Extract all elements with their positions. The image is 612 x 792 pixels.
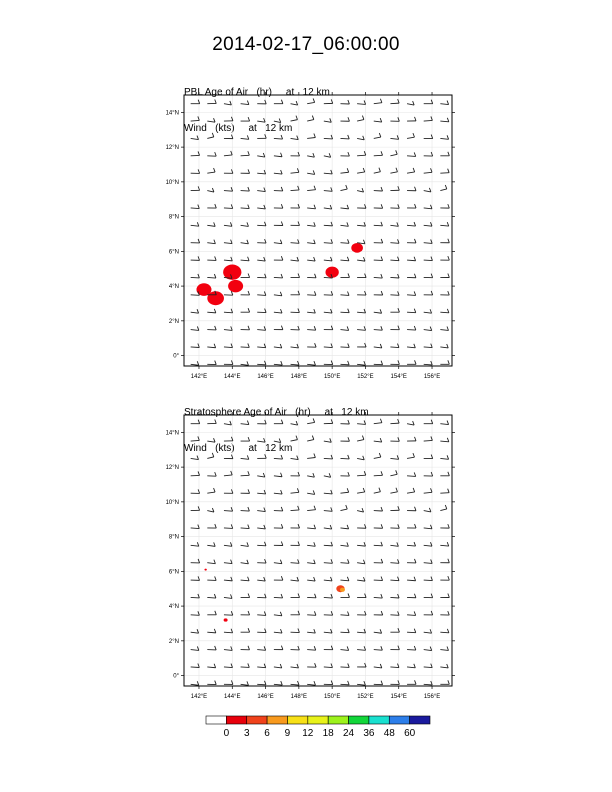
panel2-ytick-label: 12°N — [165, 465, 179, 472]
colorbar-label: 60 — [404, 728, 416, 739]
colorbar-label: 48 — [383, 728, 395, 739]
colorbar-swatch — [206, 716, 226, 724]
panel1-field-title: PBL Age of Air (hr) at 12 km — [184, 87, 330, 98]
panel2-ytick-label: 14°N — [165, 430, 179, 437]
panel2-field-title: Stratosphere Age of Air (hr) at 12 km — [184, 407, 369, 418]
colorbar-swatch — [349, 716, 369, 724]
colorbar-swatch — [410, 716, 430, 724]
panel2-ytick-label: 2°N — [168, 638, 179, 645]
colorbar-swatch — [389, 716, 409, 724]
colorbar-label: 3 — [243, 728, 250, 739]
panel1-ytick-label: 10°N — [165, 179, 179, 186]
colorbar-label: 6 — [264, 728, 270, 739]
panel1-xtick-label: 144°E — [224, 374, 241, 380]
panel2-xtick-label: 148°E — [290, 694, 308, 700]
panel2-xtick-label: 146°E — [257, 694, 274, 700]
colorbar-swatch — [247, 716, 267, 724]
colorbar-label: 9 — [284, 728, 291, 739]
colorbar-swatch — [287, 716, 307, 724]
panel2-xtick-label: 154°E — [390, 694, 407, 700]
panel1-ytick-label: 12°N — [165, 145, 179, 152]
colorbar-label: 24 — [342, 728, 355, 739]
colorbar-label: 12 — [302, 728, 314, 739]
panel2-xtick-label: 156°E — [423, 694, 441, 700]
colorbar-swatch — [369, 716, 389, 724]
panel2-ytick-label: 6°N — [168, 569, 179, 576]
panel2-ytick-label: 4°N — [168, 604, 179, 611]
panel2-ytick-label: 8°N — [168, 534, 179, 541]
panel1-wind-title: Wind (kts) at 12 km — [184, 123, 293, 134]
panel1-ytick-label: 2°N — [168, 318, 179, 325]
colorbar-label: 0 — [223, 728, 230, 739]
panel2-xtick-label: 152°E — [357, 694, 374, 700]
panel1-ytick-label: 14°N — [165, 110, 179, 117]
colorbar-swatch — [267, 716, 287, 724]
panel1-xtick-label: 146°E — [257, 374, 274, 380]
panel2-wind-title: Wind (kts) at 12 km — [184, 443, 293, 454]
colorbar-swatch — [308, 716, 328, 724]
colorbar-swatch — [328, 716, 348, 724]
panel1-ytick-label: 4°N — [168, 284, 179, 291]
panel1-xtick-label: 152°E — [357, 374, 374, 380]
panel1-xtick-label: 156°E — [423, 374, 441, 380]
panel1-xtick-label: 148°E — [290, 374, 308, 380]
panel1-ytick-label: 6°N — [168, 249, 179, 256]
panel2-ytick-label: 0° — [173, 673, 179, 680]
panel1-xtick-label: 154°E — [390, 374, 407, 380]
page-title: 2014-02-17_06:00:00 — [212, 34, 400, 55]
panel2-xtick-label: 150°E — [323, 694, 341, 700]
panel2-ytick-label: 10°N — [165, 499, 179, 506]
colorbar-label: 36 — [363, 728, 375, 739]
panel1-xtick-label: 150°E — [323, 374, 341, 380]
panel2-xtick-label: 144°E — [224, 694, 241, 700]
colorbar-label: 18 — [322, 728, 334, 739]
panel1-ytick-label: 8°N — [168, 214, 179, 221]
panel1-ytick-label: 0° — [173, 353, 179, 360]
colorbar-swatch — [226, 716, 246, 724]
panel1-xtick-label: 142°E — [190, 374, 208, 380]
panel2-xtick-label: 142°E — [190, 694, 208, 700]
